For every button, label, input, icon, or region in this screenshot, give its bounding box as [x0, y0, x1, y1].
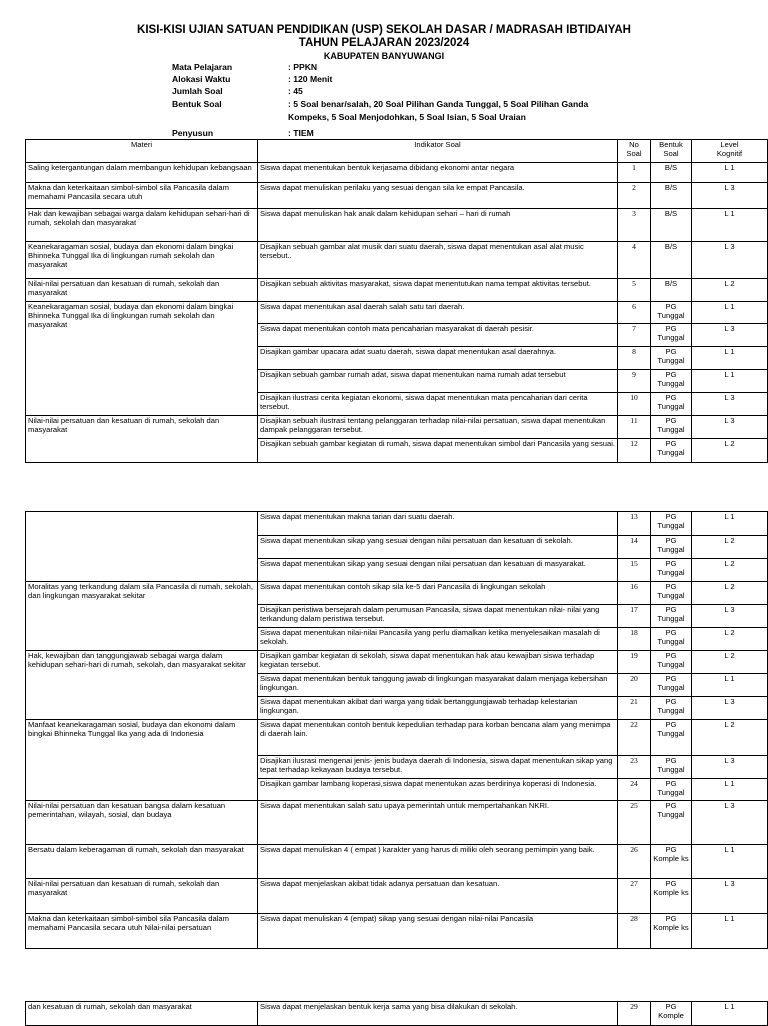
level-cell: L 1 — [692, 163, 768, 183]
level-cell: L 3 — [692, 242, 768, 279]
indikator-cell: Siswa dapat menuliskan perilaku yang sesuai dengan sila ke empat Pancasila. — [258, 183, 618, 209]
table-row — [26, 651, 768, 674]
indikator-cell: Disajikan gambar upacara adat suatu daerah, siswa dapat menentukan asal daerahnya. — [258, 347, 618, 370]
bentuk-cell: PG Tunggal — [651, 697, 692, 720]
meta-label: Jumlah Soal — [172, 86, 223, 96]
no-cell: 22 — [618, 720, 651, 756]
meta-label: Alokasi Waktu — [172, 74, 231, 84]
level-cell: L 1 — [692, 302, 768, 324]
level-cell: L 1 — [692, 674, 768, 697]
indikator-cell: Siswa dapat menjelaskan akibat tidak adanya persatuan dan kesatuan. — [258, 879, 618, 914]
table-row — [26, 242, 768, 279]
grid-table-page-3 — [25, 1001, 768, 1026]
materi-cell: Keanekaragaman sosial, budaya dan ekonomi dalam bingkai Bhinneka Tunggal Ika di lingkungan rumah sekolah dan masyarakat — [26, 302, 258, 416]
meta-value-continued: Kompeks, 5 Soal Menjodohkan, 5 Soal Isian, 5 Soal Uraian — [288, 112, 526, 122]
no-cell: 11 — [618, 416, 651, 439]
materi-cell: Nilai-nilai persatuan dan kesatuan di rumah, sekolah dan masyarakat — [26, 279, 258, 302]
level-cell: L 2 — [692, 559, 768, 582]
level-cell: L 2 — [692, 720, 768, 756]
indikator-cell: Disajikan sebuah gambar alat musik dari suatu daerah, siswa dapat menentukan asal alat music tersebut.. — [258, 242, 618, 279]
bentuk-cell: PG Tunggal — [651, 720, 692, 756]
no-cell: 21 — [618, 697, 651, 720]
materi-cell: Bersatu dalam keberagaman di rumah, sekolah dan masyarakat — [26, 845, 258, 879]
bentuk-cell: PG Komple ks — [651, 845, 692, 879]
materi-cell: Nilai-nilai persatuan dan kesatuan di rumah, sekolah dan masyarakat — [26, 879, 258, 914]
no-cell: 9 — [618, 370, 651, 393]
no-cell: 1 — [618, 163, 651, 183]
bentuk-cell: PG Tunggal — [651, 324, 692, 347]
header-line: Level — [720, 140, 739, 149]
materi-cell: Keanekaragaman sosial, budaya dan ekonomi dalam bingkai Bhinneka Tunggal Ika di lingkungan rumah sekolah dan masyarakat — [26, 242, 258, 279]
bentuk-cell: PG Tunggal — [651, 674, 692, 697]
bentuk-cell: PG Tunggal — [651, 559, 692, 582]
bentuk-cell: B/S — [651, 279, 692, 302]
header-line: Kognitif — [716, 149, 743, 158]
no-cell: 20 — [618, 674, 651, 697]
no-cell: 18 — [618, 628, 651, 651]
indikator-cell: Siswa dapat menentukan asal daerah salah satu tari daerah. — [258, 302, 618, 324]
indikator-cell: Disajikan sebuah aktivitas masyarakat, siswa dapat menentutukan nama tempat aktivitas tersebut. — [258, 279, 618, 302]
level-cell: L 1 — [692, 347, 768, 370]
table-row — [26, 720, 768, 756]
table-row — [26, 279, 768, 302]
table-row — [26, 914, 768, 949]
column-header-level — [692, 140, 768, 163]
no-cell: 25 — [618, 801, 651, 845]
indikator-cell: Siswa dapat menentukan contoh bentuk kepedulian terhadap para korban bencana alam yang menimpa di daerah lain. — [258, 720, 618, 756]
bentuk-cell: B/S — [651, 163, 692, 183]
level-cell: L 1 — [692, 512, 768, 536]
meta-value: : PPKN — [288, 62, 318, 72]
level-cell: L 2 — [692, 439, 768, 463]
no-cell: 10 — [618, 393, 651, 416]
bentuk-cell: PG Tunggal — [651, 605, 692, 628]
materi-cell: Hak, kewajiban dan tanggungjawab sebagai warga dalam kehidupan sehari-hari di rumah, sekolah, dan masyarakat sekitar — [26, 651, 258, 720]
meta-label: Bentuk Soal — [172, 99, 222, 109]
table-row — [26, 879, 768, 914]
document-title: KISI-KISI UJIAN SATUAN PENDIDIKAN (USP) SEKOLAH DASAR / MADRASAH IBTIDAIYAH — [137, 24, 631, 36]
meta-value: : TIEM — [288, 128, 314, 138]
no-cell: 12 — [618, 439, 651, 463]
materi-cell: Moralitas yang terkandung dalam sila Pancasila di rumah, sekolah, dan lingkungan masyarakat sekitar — [26, 582, 258, 651]
level-cell: L 3 — [692, 324, 768, 347]
no-cell: 15 — [618, 559, 651, 582]
bentuk-cell: PG Tunggal — [651, 370, 692, 393]
meta-value: : 45 — [288, 86, 303, 96]
table-row — [26, 801, 768, 845]
materi-cell: Saling ketergantungan dalam membangun kehidupan kebangsaan — [26, 163, 258, 183]
no-cell: 14 — [618, 536, 651, 559]
grid-table-page-1 — [25, 139, 768, 463]
bentuk-cell: B/S — [651, 183, 692, 209]
level-cell: L 3 — [692, 416, 768, 439]
table-row — [26, 582, 768, 605]
level-cell: L 1 — [692, 845, 768, 879]
no-cell: 27 — [618, 879, 651, 914]
materi-cell: Makna dan keterkaitaan simbol-simbol sila Pancasila dalam memahami Pancasila secara utuh Nilai-nilai persatuan — [26, 914, 258, 949]
table-header-row — [26, 140, 768, 163]
header-line: No — [629, 140, 639, 149]
indikator-cell: Disajikan sebuah gambar kegiatan di rumah, siswa dapat menentukan simbol dari Pancasila yang sesuai. — [258, 439, 618, 463]
table-row — [26, 416, 768, 439]
level-cell: L 3 — [692, 879, 768, 914]
indikator-cell: Siswa dapat menuliskan 4 (empat) sikap yang sesuai dengan nilai-nilai Pancasila — [258, 914, 618, 949]
no-cell: 7 — [618, 324, 651, 347]
no-cell: 13 — [618, 512, 651, 536]
meta-label: Mata Pelajaran — [172, 62, 233, 72]
bentuk-cell: PG Tunggal — [651, 302, 692, 324]
column-header-materi: Materi — [26, 140, 258, 163]
indikator-cell: Siswa dapat menuliskan hak anak dalam kehidupan sehari – hari di rumah — [258, 209, 618, 242]
materi-cell — [26, 512, 258, 582]
grid-table-page-2 — [25, 511, 768, 949]
bentuk-cell: B/S — [651, 209, 692, 242]
table-row — [26, 209, 768, 242]
header-line: Soal — [626, 149, 642, 158]
no-cell: 17 — [618, 605, 651, 628]
bentuk-cell: PG Tunggal — [651, 347, 692, 370]
bentuk-cell: PG Tunggal — [651, 628, 692, 651]
indikator-cell: Disajikan peristiwa bersejarah dalam perumusan Pancasila, siswa dapat menentukan nilai- nilai yang terkandung dalam peristiwa tersebut. — [258, 605, 618, 628]
bentuk-cell: PG Komple — [651, 1002, 692, 1026]
level-cell: L 1 — [692, 370, 768, 393]
table-row — [26, 845, 768, 879]
bentuk-cell: PG Tunggal — [651, 393, 692, 416]
bentuk-cell: PG Tunggal — [651, 779, 692, 801]
indikator-cell: Disajikan gambar lambang koperasi,siswa dapat menentukan azas berdirinya koperasi di Indonesia. — [258, 779, 618, 801]
indikator-cell: Siswa dapat menentukan sikap yang sesuai dengan nilai persatuan dan kesatuan di masyarakat. — [258, 559, 618, 582]
no-cell: 2 — [618, 183, 651, 209]
header-line: Bentuk — [659, 140, 683, 149]
indikator-cell: Siswa dapat menentukan contoh mata pencaharian masyarakat di daerah pesisir. — [258, 324, 618, 347]
indikator-cell: Siswa dapat menentukan bentuk kerjasama dibidang ekonomi antar negara — [258, 163, 618, 183]
materi-cell: Nilai-nilai persatuan dan kesatuan bangsa dalam kesatuan pemerintahan, wilayah, sosial, dan budaya — [26, 801, 258, 845]
indikator-cell: Disajikan ilustrasi cerita kegiatan ekonomi, siswa dapat menentukan mata pencaharian dari cerita tersebut. — [258, 393, 618, 416]
no-cell: 23 — [618, 756, 651, 779]
materi-cell: Manfaat keanekaragaman sosial, budaya dan ekonomi dalam bingkai Bhinneka Tunggal Ika yang ada di Indonesia — [26, 720, 258, 801]
table-row — [26, 163, 768, 183]
level-cell: L 3 — [692, 801, 768, 845]
no-cell: 16 — [618, 582, 651, 605]
bentuk-cell: PG Tunggal — [651, 582, 692, 605]
level-cell: L 1 — [692, 914, 768, 949]
materi-cell: Hak dan kewajiban sebagai warga dalam kehidupan sehari-hari di rumah, sekolah dan masyarakat — [26, 209, 258, 242]
indikator-cell: Siswa dapat menentukan akibat dari warga yang tidak bertanggungjawab terhadap kelestarian lingkungan. — [258, 697, 618, 720]
no-cell: 3 — [618, 209, 651, 242]
level-cell: L 1 — [692, 209, 768, 242]
meta-label: Penyusun — [172, 128, 214, 138]
bentuk-cell: PG Tunggal — [651, 651, 692, 674]
level-cell: L 3 — [692, 393, 768, 416]
meta-value: : 120 Menit — [288, 74, 333, 84]
indikator-cell: Siswa dapat menentukan nilai-nilai Pancasila yang perlu diamalkan ketika menyelesaikan masalah di sekolah. — [258, 628, 618, 651]
no-cell: 24 — [618, 779, 651, 801]
level-cell: L 3 — [692, 756, 768, 779]
level-cell: L 3 — [692, 697, 768, 720]
indikator-cell: Disajikan sebuah ilustrasi tentang pelanggaran terhadap nilai-nilai persatuan, siswa dapat menentukan dampak pelanggaran tersebut. — [258, 416, 618, 439]
indikator-cell: Siswa dapat menentukan contoh sikap sila ke-5 dari Pancasila di lingkungan sekolah — [258, 582, 618, 605]
level-cell: L 3 — [692, 183, 768, 209]
level-cell: L 2 — [692, 651, 768, 674]
level-cell: L 3 — [692, 605, 768, 628]
bentuk-cell: PG Tunggal — [651, 801, 692, 845]
bentuk-cell: PG Tunggal — [651, 536, 692, 559]
no-cell: 28 — [618, 914, 651, 949]
materi-cell: Makna dan keterkaitaan simbol-simbol sila Pancasila dalam memahami Pancasila secara utuh — [26, 183, 258, 209]
bentuk-cell: PG Komple ks — [651, 879, 692, 914]
indikator-cell: Siswa dapat menentukan sikap yang sesuai dengan nilai persatuan dan kesatuan di sekolah. — [258, 536, 618, 559]
level-cell: L 2 — [692, 628, 768, 651]
indikator-cell: Disajikan gambar kegiatan di sekolah, siswa dapat menentukan hak atau kewajiban siswa terhadap kegiatan tersebut. — [258, 651, 618, 674]
table-row — [26, 302, 768, 324]
no-cell: 4 — [618, 242, 651, 279]
bentuk-cell: PG Tunggal — [651, 756, 692, 779]
column-header-no — [618, 140, 651, 163]
table-row — [26, 183, 768, 209]
bentuk-cell: PG Tunggal — [651, 512, 692, 536]
no-cell: 26 — [618, 845, 651, 879]
level-cell: L 1 — [692, 1002, 768, 1026]
exam-metadata — [172, 61, 768, 139]
no-cell: 19 — [618, 651, 651, 674]
no-cell: 29 — [618, 1002, 651, 1026]
no-cell: 8 — [618, 347, 651, 370]
column-header-indikator: Indikator Soal — [258, 140, 618, 163]
materi-cell: Nilai-nilai persatuan dan kesatuan di rumah, sekolah dan masyarakat — [26, 416, 258, 463]
indikator-cell: Siswa dapat menuliskan 4 ( empat ) karakter yang harus di miliki oleh seorang pemimpin yang baik. — [258, 845, 618, 879]
indikator-cell: Disajikan ilusrasi mengenai jenis- jenis budaya daerah di Indonesia, siswa dapat menentukan sikap yang tepat terhadap kekayaan budaya tersebut. — [258, 756, 618, 779]
table-row — [26, 512, 768, 536]
no-cell: 6 — [618, 302, 651, 324]
document-subtitle-year: TAHUN PELAJARAN 2023/2024 — [298, 37, 470, 49]
no-cell: 5 — [618, 279, 651, 302]
indikator-cell: Siswa dapat menjelaskan bentuk kerja sama yang bisa dilakukan di sekolah. — [258, 1002, 618, 1026]
header-line: Soal — [663, 149, 679, 158]
indikator-cell: Siswa dapat menentukan makna tarian dari suatu daerah. — [258, 512, 618, 536]
bentuk-cell: PG Komple ks — [651, 914, 692, 949]
level-cell: L 2 — [692, 582, 768, 605]
materi-cell: dan kesatuan di rumah, sekolah dan masyarakat — [26, 1002, 258, 1026]
meta-value: : 5 Soal benar/salah, 20 Soal Pilihan Ganda Tunggal, 5 Soal Pilihan Ganda — [288, 99, 589, 109]
column-header-bentuk — [651, 140, 692, 163]
level-cell: L 1 — [692, 779, 768, 801]
bentuk-cell: PG Tunggal — [651, 416, 692, 439]
indikator-cell: Siswa dapat menentukan bentuk tanggung jawab di lingkungan masyarakat dalam menjaga kebersihan lingkungan. — [258, 674, 618, 697]
level-cell: L 2 — [692, 536, 768, 559]
bentuk-cell: PG Tunggal — [651, 439, 692, 463]
table-row — [26, 1002, 768, 1026]
bentuk-cell: B/S — [651, 242, 692, 279]
document-subtitle-region: KABUPATEN BANYUWANGI — [323, 51, 445, 61]
indikator-cell: Siswa dapat menentukan salah satu upaya pemerintah untuk mempertahankan NKRI. — [258, 801, 618, 845]
indikator-cell: Disajikan sebuah gambar rumah adat, siswa dapat menentukan nama rumah adat tersebut — [258, 370, 618, 393]
level-cell: L 2 — [692, 279, 768, 302]
